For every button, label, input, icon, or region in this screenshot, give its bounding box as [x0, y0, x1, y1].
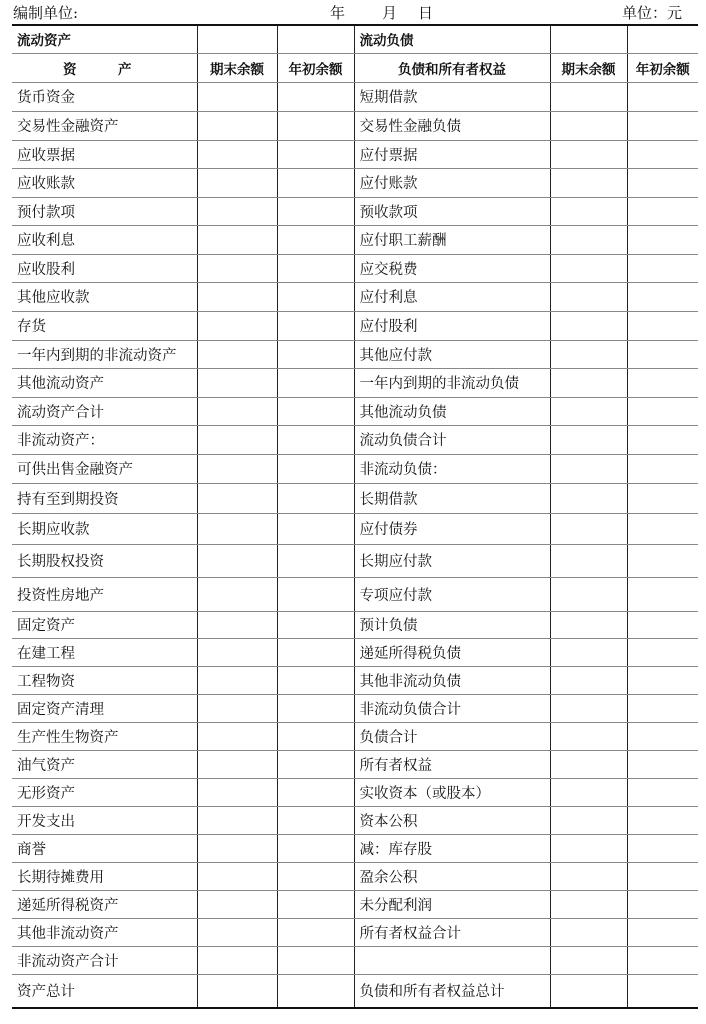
asset-end-balance-cell — [197, 611, 277, 638]
table-row — [12, 197, 698, 225]
table-row — [12, 111, 698, 140]
asset-item: 流动资产合计 — [12, 397, 197, 425]
liability-end-balance-cell — [550, 577, 627, 611]
table-row — [12, 454, 698, 483]
liability-begin-balance-cell — [627, 974, 698, 1008]
begin-balance-header: 年初余额 — [277, 53, 354, 82]
column-header-row — [12, 53, 698, 82]
liability-end-balance-cell — [550, 197, 627, 225]
asset-begin-balance-cell — [277, 890, 354, 918]
table-row — [12, 890, 698, 918]
asset-end-balance-cell — [197, 544, 277, 577]
asset-end-balance-cell — [197, 454, 277, 483]
liability-item: 应付职工薪酬 — [354, 225, 550, 254]
table-row — [12, 513, 698, 544]
day-label: 日 — [418, 4, 434, 22]
liability-item: 应付债券 — [354, 513, 550, 544]
liability-begin-balance-cell — [627, 750, 698, 778]
asset-item: 其他流动资产 — [12, 368, 197, 397]
asset-end-balance-cell — [197, 513, 277, 544]
liability-end-balance-cell — [550, 722, 627, 750]
table-row — [12, 750, 698, 778]
asset-end-balance-cell — [197, 834, 277, 862]
liability-end-balance-cell — [550, 454, 627, 483]
liability-item: 其他流动负债 — [354, 397, 550, 425]
asset-item: 递延所得税资产 — [12, 890, 197, 918]
liability-end-balance-cell — [550, 140, 627, 168]
liability-end-balance-cell — [550, 368, 627, 397]
asset-item: 其他非流动资产 — [12, 918, 197, 946]
asset-item: 预付款项 — [12, 197, 197, 225]
liability-item — [354, 946, 550, 974]
liability-end-balance-cell — [550, 611, 627, 638]
liability-end-balance-cell — [550, 282, 627, 311]
assets-column-header: 资 产 — [12, 53, 197, 82]
asset-end-balance-cell — [197, 666, 277, 694]
asset-item: 应收票据 — [12, 140, 197, 168]
liability-item: 流动负债合计 — [354, 425, 550, 454]
asset-begin-balance-cell — [277, 544, 354, 577]
asset-end-balance-cell — [197, 111, 277, 140]
asset-end-balance-cell — [197, 368, 277, 397]
table-row — [12, 918, 698, 946]
liability-item: 应交税费 — [354, 254, 550, 282]
liability-end-balance-cell — [550, 694, 627, 722]
asset-item: 应收账款 — [12, 168, 197, 197]
liability-item: 交易性金融负债 — [354, 111, 550, 140]
asset-item: 商誉 — [12, 834, 197, 862]
asset-begin-balance-cell — [277, 666, 354, 694]
asset-end-balance-cell — [197, 311, 277, 340]
report-header — [0, 0, 706, 24]
liability-begin-balance-cell — [627, 577, 698, 611]
liability-end-balance-cell — [550, 544, 627, 577]
table-row — [12, 694, 698, 722]
blank-cell — [277, 25, 354, 53]
table-row — [12, 483, 698, 513]
liability-begin-balance-cell — [627, 397, 698, 425]
liability-item: 盈余公积 — [354, 862, 550, 890]
liability-end-balance-cell — [550, 750, 627, 778]
liability-end-balance-cell — [550, 862, 627, 890]
liability-end-balance-cell — [550, 483, 627, 513]
table-row — [12, 82, 698, 111]
liability-end-balance-cell — [550, 340, 627, 368]
table-row — [12, 722, 698, 750]
asset-begin-balance-cell — [277, 974, 354, 1008]
table-row — [12, 425, 698, 454]
liability-item: 预收款项 — [354, 197, 550, 225]
asset-end-balance-cell — [197, 425, 277, 454]
liability-begin-balance-cell — [627, 368, 698, 397]
asset-item: 长期应收款 — [12, 513, 197, 544]
asset-item: 其他应收款 — [12, 282, 197, 311]
liability-end-balance-cell — [550, 946, 627, 974]
liability-end-balance-cell — [550, 890, 627, 918]
asset-item: 存货 — [12, 311, 197, 340]
asset-end-balance-cell — [197, 806, 277, 834]
asset-begin-balance-cell — [277, 918, 354, 946]
asset-begin-balance-cell — [277, 611, 354, 638]
asset-end-balance-cell — [197, 82, 277, 111]
table-row — [12, 974, 698, 1008]
liability-begin-balance-cell — [627, 666, 698, 694]
liability-item: 所有者权益 — [354, 750, 550, 778]
liability-begin-balance-cell — [627, 890, 698, 918]
liability-item: 应付股利 — [354, 311, 550, 340]
liability-begin-balance-cell — [627, 140, 698, 168]
asset-begin-balance-cell — [277, 862, 354, 890]
blank-cell — [550, 25, 627, 53]
table-row — [12, 282, 698, 311]
table-row — [12, 666, 698, 694]
liability-item: 长期应付款 — [354, 544, 550, 577]
liability-begin-balance-cell — [627, 340, 698, 368]
liability-end-balance-cell — [550, 806, 627, 834]
table-row — [12, 397, 698, 425]
asset-begin-balance-cell — [277, 483, 354, 513]
asset-end-balance-cell — [197, 750, 277, 778]
table-row — [12, 140, 698, 168]
liability-item: 所有者权益合计 — [354, 918, 550, 946]
asset-end-balance-cell — [197, 197, 277, 225]
asset-item: 生产性生物资产 — [12, 722, 197, 750]
liability-begin-balance-cell — [627, 168, 698, 197]
asset-begin-balance-cell — [277, 397, 354, 425]
asset-end-balance-cell — [197, 140, 277, 168]
liability-item: 未分配利润 — [354, 890, 550, 918]
asset-begin-balance-cell — [277, 168, 354, 197]
liability-begin-balance-cell — [627, 722, 698, 750]
asset-end-balance-cell — [197, 722, 277, 750]
liability-item: 实收资本（或股本） — [354, 778, 550, 806]
asset-end-balance-cell — [197, 340, 277, 368]
asset-begin-balance-cell — [277, 197, 354, 225]
liabilities-equity-header: 负债和所有者权益 — [354, 53, 550, 82]
liability-begin-balance-cell — [627, 454, 698, 483]
liability-begin-balance-cell — [627, 282, 698, 311]
asset-begin-balance-cell — [277, 340, 354, 368]
asset-item: 一年内到期的非流动资产 — [12, 340, 197, 368]
asset-item: 无形资产 — [12, 778, 197, 806]
asset-begin-balance-cell — [277, 225, 354, 254]
liability-begin-balance-cell — [627, 778, 698, 806]
liability-begin-balance-cell — [627, 611, 698, 638]
end-balance-header: 期末余额 — [197, 53, 277, 82]
asset-begin-balance-cell — [277, 454, 354, 483]
asset-item: 资产总计 — [12, 974, 197, 1008]
section-row — [12, 25, 698, 53]
table-row — [12, 340, 698, 368]
asset-end-balance-cell — [197, 397, 277, 425]
liability-item: 专项应付款 — [354, 577, 550, 611]
liability-item: 非流动负债合计 — [354, 694, 550, 722]
liability-item: 应付票据 — [354, 140, 550, 168]
liability-begin-balance-cell — [627, 862, 698, 890]
asset-begin-balance-cell — [277, 282, 354, 311]
asset-end-balance-cell — [197, 778, 277, 806]
asset-end-balance-cell — [197, 254, 277, 282]
table-row — [12, 168, 698, 197]
liability-item: 短期借款 — [354, 82, 550, 111]
liability-item: 资本公积 — [354, 806, 550, 834]
asset-begin-balance-cell — [277, 513, 354, 544]
asset-item: 在建工程 — [12, 638, 197, 666]
liability-end-balance-cell — [550, 974, 627, 1008]
liability-begin-balance-cell — [627, 806, 698, 834]
liability-item: 应付利息 — [354, 282, 550, 311]
asset-item: 长期待摊费用 — [12, 862, 197, 890]
liability-begin-balance-cell — [627, 638, 698, 666]
asset-begin-balance-cell — [277, 750, 354, 778]
liability-end-balance-cell — [550, 82, 627, 111]
liability-item: 非流动负债： — [354, 454, 550, 483]
liability-begin-balance-cell — [627, 694, 698, 722]
table-row — [12, 311, 698, 340]
blank-cell — [627, 25, 698, 53]
asset-end-balance-cell — [197, 225, 277, 254]
liability-begin-balance-cell — [627, 111, 698, 140]
liability-begin-balance-cell — [627, 483, 698, 513]
liability-begin-balance-cell — [627, 197, 698, 225]
year-label: 年 — [330, 4, 346, 22]
liability-end-balance-cell — [550, 638, 627, 666]
liability-end-balance-cell — [550, 168, 627, 197]
asset-end-balance-cell — [197, 483, 277, 513]
liability-end-balance-cell — [550, 311, 627, 340]
asset-item: 长期股权投资 — [12, 544, 197, 577]
asset-item: 非流动资产合计 — [12, 946, 197, 974]
liability-begin-balance-cell — [627, 82, 698, 111]
asset-begin-balance-cell — [277, 311, 354, 340]
asset-begin-balance-cell — [277, 425, 354, 454]
asset-begin-balance-cell — [277, 946, 354, 974]
liability-item: 一年内到期的非流动负债 — [354, 368, 550, 397]
asset-begin-balance-cell — [277, 111, 354, 140]
asset-begin-balance-cell — [277, 834, 354, 862]
liability-begin-balance-cell — [627, 425, 698, 454]
liability-begin-balance-cell — [627, 834, 698, 862]
asset-begin-balance-cell — [277, 694, 354, 722]
asset-item: 工程物资 — [12, 666, 197, 694]
asset-item: 油气资产 — [12, 750, 197, 778]
currency-unit-label: 单位：元 — [621, 4, 682, 22]
table-row — [12, 778, 698, 806]
table-row — [12, 368, 698, 397]
table-row — [12, 638, 698, 666]
liability-end-balance-cell — [550, 225, 627, 254]
liability-begin-balance-cell — [627, 544, 698, 577]
liability-end-balance-cell — [550, 254, 627, 282]
asset-begin-balance-cell — [277, 778, 354, 806]
liability-end-balance-cell — [550, 513, 627, 544]
liability-begin-balance-cell — [627, 918, 698, 946]
liability-item: 应付账款 — [354, 168, 550, 197]
asset-end-balance-cell — [197, 282, 277, 311]
liability-item: 递延所得税负债 — [354, 638, 550, 666]
asset-item: 非流动资产： — [12, 425, 197, 454]
asset-end-balance-cell — [197, 974, 277, 1008]
asset-begin-balance-cell — [277, 140, 354, 168]
asset-item: 交易性金融资产 — [12, 111, 197, 140]
asset-item: 货币资金 — [12, 82, 197, 111]
table-row — [12, 806, 698, 834]
asset-end-balance-cell — [197, 890, 277, 918]
blank-cell — [197, 25, 277, 53]
asset-begin-balance-cell — [277, 806, 354, 834]
current-assets-heading: 流动资产 — [12, 25, 197, 53]
asset-item: 应收股利 — [12, 254, 197, 282]
liability-end-balance-cell — [550, 666, 627, 694]
begin-balance-header-2: 年初余额 — [627, 53, 698, 82]
table-row — [12, 544, 698, 577]
table-row — [12, 577, 698, 611]
liability-end-balance-cell — [550, 111, 627, 140]
liability-item: 减：库存股 — [354, 834, 550, 862]
asset-begin-balance-cell — [277, 722, 354, 750]
liability-begin-balance-cell — [627, 225, 698, 254]
asset-begin-balance-cell — [277, 368, 354, 397]
liability-begin-balance-cell — [627, 311, 698, 340]
table-row — [12, 254, 698, 282]
table-row — [12, 611, 698, 638]
liability-item: 长期借款 — [354, 483, 550, 513]
liability-item: 其他非流动负债 — [354, 666, 550, 694]
asset-end-balance-cell — [197, 918, 277, 946]
asset-end-balance-cell — [197, 862, 277, 890]
liability-begin-balance-cell — [627, 513, 698, 544]
asset-item: 持有至到期投资 — [12, 483, 197, 513]
balance-sheet-table — [12, 24, 698, 1009]
asset-item: 开发支出 — [12, 806, 197, 834]
asset-item: 可供出售金融资产 — [12, 454, 197, 483]
asset-item: 投资性房地产 — [12, 577, 197, 611]
liability-item: 负债合计 — [354, 722, 550, 750]
preparer-label: 编制单位: — [13, 4, 79, 22]
asset-end-balance-cell — [197, 577, 277, 611]
table-row — [12, 225, 698, 254]
table-row — [12, 862, 698, 890]
asset-begin-balance-cell — [277, 82, 354, 111]
liability-item: 预计负债 — [354, 611, 550, 638]
asset-begin-balance-cell — [277, 638, 354, 666]
asset-begin-balance-cell — [277, 577, 354, 611]
liability-begin-balance-cell — [627, 946, 698, 974]
end-balance-header-2: 期末余额 — [550, 53, 627, 82]
liability-end-balance-cell — [550, 918, 627, 946]
asset-end-balance-cell — [197, 946, 277, 974]
asset-item: 固定资产清理 — [12, 694, 197, 722]
liability-begin-balance-cell — [627, 254, 698, 282]
liability-item: 其他应付款 — [354, 340, 550, 368]
liability-item: 负债和所有者权益总计 — [354, 974, 550, 1008]
table-row — [12, 946, 698, 974]
asset-item: 固定资产 — [12, 611, 197, 638]
liability-end-balance-cell — [550, 397, 627, 425]
current-liabilities-heading: 流动负债 — [354, 25, 550, 53]
asset-end-balance-cell — [197, 694, 277, 722]
liability-end-balance-cell — [550, 834, 627, 862]
month-label: 月 — [382, 4, 398, 22]
asset-end-balance-cell — [197, 168, 277, 197]
table-row — [12, 834, 698, 862]
asset-item: 应收利息 — [12, 225, 197, 254]
liability-end-balance-cell — [550, 778, 627, 806]
asset-begin-balance-cell — [277, 254, 354, 282]
asset-end-balance-cell — [197, 638, 277, 666]
liability-end-balance-cell — [550, 425, 627, 454]
